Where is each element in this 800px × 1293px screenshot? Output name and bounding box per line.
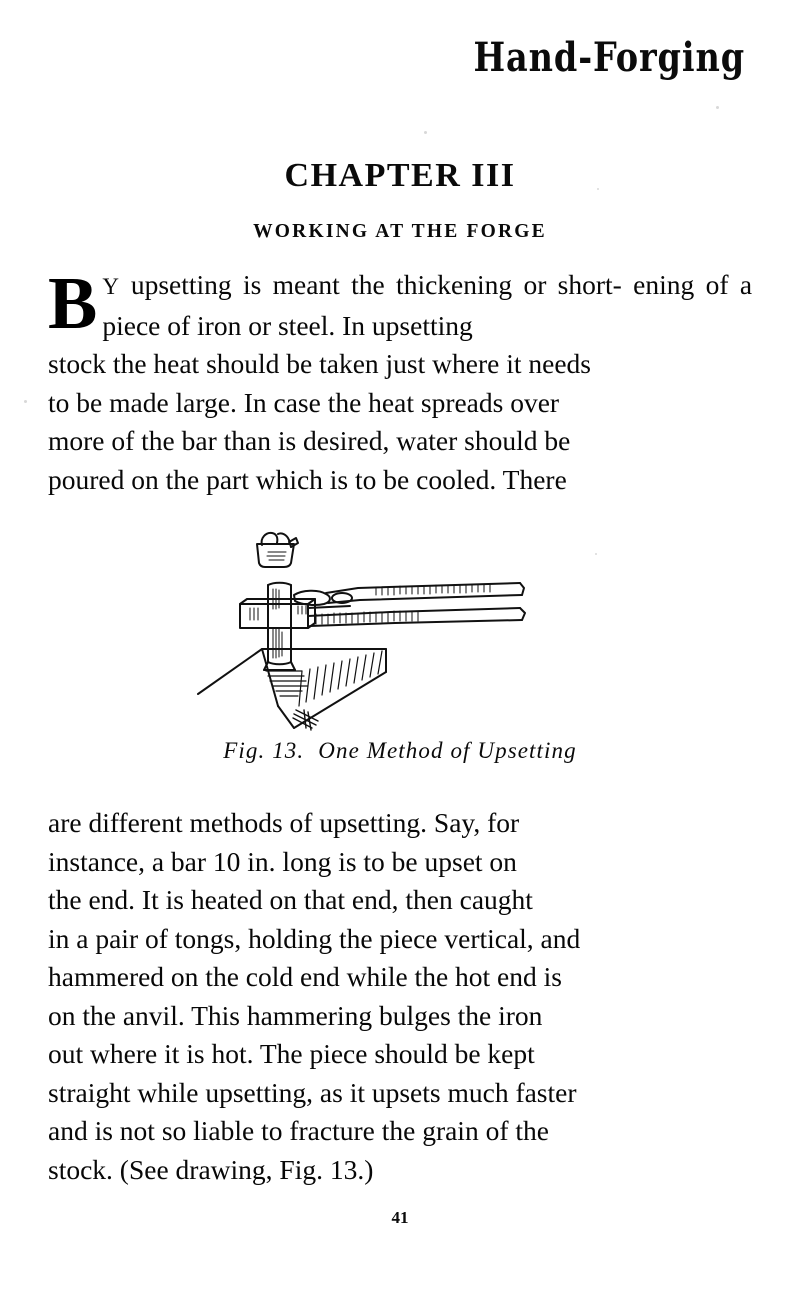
upsetting-illustration — [190, 516, 610, 731]
text-line: in a pair of tongs, holding the piece vertical, and — [48, 922, 581, 954]
figure-upsetting — [0, 516, 800, 731]
text-line: straight while upsetting, as it upsets much faster — [48, 1076, 577, 1108]
text-line: the end. It is heated on that end, then caught — [48, 884, 533, 915]
text-line: out where it is hot. The piece should be kept — [48, 1038, 535, 1069]
text-line: stock. (See drawing, Fig. 13.) — [48, 1153, 374, 1185]
scan-speck — [595, 553, 597, 555]
text-line: on the anvil. This hammering bulges the iron — [48, 999, 543, 1031]
chapter-title: CHAPTER III — [284, 157, 516, 194]
text-line: to be made large. In case the heat spreads over — [48, 386, 560, 418]
text-line: more of the bar than is desired, water should be — [48, 425, 571, 456]
drop-cap-smallcaps: Y — [102, 274, 120, 299]
water-hatching — [267, 552, 286, 560]
water-can-icon — [257, 533, 298, 567]
chapter-subtitle: WORKING AT THE FORGE — [253, 221, 547, 242]
scan-speck — [424, 131, 427, 134]
text-line: upsetting is meant the thickening or short- — [130, 269, 622, 300]
text-line: ening of a piece of iron or steel. In upsetting — [102, 269, 753, 341]
text-line: are different methods of upsetting. Say, for — [48, 807, 520, 838]
figure-number: Fig. 13. — [223, 738, 305, 763]
scan-speck — [24, 400, 27, 403]
page-number: 41 — [391, 1208, 409, 1227]
drop-cap-letter: B — [48, 263, 98, 345]
text-line: instance, a bar 10 in. long is to be upset on — [48, 845, 517, 877]
text-line: hammered on the cold end while the hot end is — [48, 961, 562, 992]
figure-caption — [0, 738, 800, 764]
paragraph-one — [48, 263, 753, 499]
text-line: stock the heat should be taken just where it needs — [48, 348, 591, 379]
scan-speck — [716, 106, 719, 109]
figure-caption-text: One Method of Upsetting — [318, 738, 577, 763]
paragraph-two — [48, 804, 752, 1189]
running-head: Hand-Forging — [473, 34, 745, 81]
scan-speck — [597, 188, 599, 190]
anvil-front-hatching — [299, 651, 382, 706]
text-line: poured on the part which is to be cooled. There — [48, 463, 567, 495]
text-line: and is not so liable to fracture the grain of the — [48, 1115, 549, 1146]
